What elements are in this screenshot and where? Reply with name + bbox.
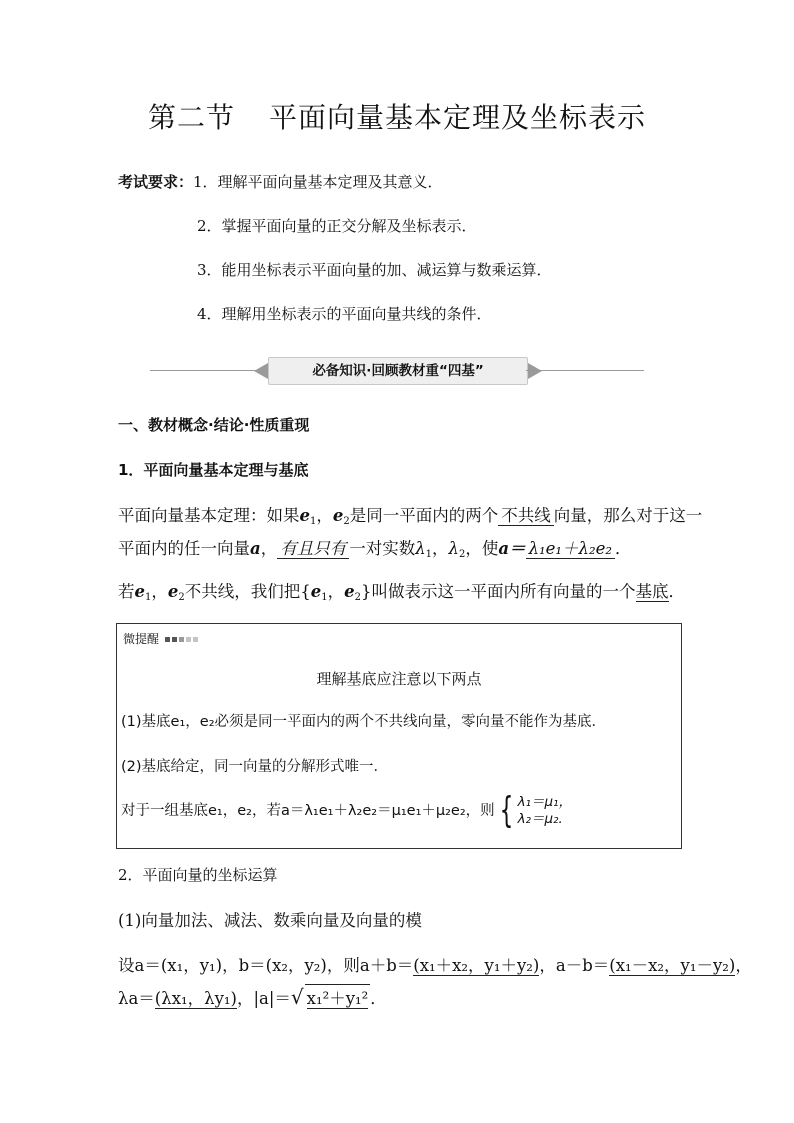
tip-caption: 理解基底应注意以下两点: [316, 670, 482, 688]
requirement-item: 2．掌握平面向量的正交分解及坐标表示．: [197, 217, 477, 235]
tip-point-3: 对于一组基底e₁，e₂，若a＝λ₁e₁＋λ₂e₂＝μ₁e₁＋μ₂e₂，则 { λ₁＝μ₁， λ₂＝μ₂.: [121, 790, 572, 831]
requirement-item: 1．理解平面向量基本定理及其意义．: [193, 173, 443, 191]
blank-difference: (x₁－x₂，y₁－y₂): [609, 956, 736, 975]
tip-point-2: (2)基底给定，同一向量的分解形式唯一．: [121, 759, 389, 775]
heading-basic-theorem: 1．平面向量基本定理与基底: [118, 461, 309, 479]
heading-operations: (1)向量加法、减法、数乘向量及向量的模: [118, 911, 422, 930]
banner-text: 必备知识·回顾教材重“四基”: [268, 357, 528, 385]
left-brace: {: [499, 790, 513, 831]
section-banner: [150, 357, 644, 385]
blank-sum: (x₁＋x₂，y₁＋y₂): [413, 956, 540, 975]
blank-scalar: (λx₁，λy₁): [154, 989, 237, 1008]
page-title: 第二节 平面向量基本定理及坐标表示: [147, 101, 647, 134]
blank-basis: 基底: [635, 582, 669, 601]
tip-box: [116, 623, 682, 849]
requirements-label: 考试要求：1．理解平面向量基本定理及其意义．: [118, 173, 443, 191]
coordinate-formula-line-2: λa＝(λx₁，λy₁)，|a|＝√ x₁²＋y₁² ．: [118, 985, 387, 1009]
theorem-line-1: 平面向量基本定理：如果$e_1$，$e_2$是同一平面内的两个 不共线 向量，那么对于这一: [118, 506, 703, 527]
basis-definition: 若$e_1$，$e_2$不共线，我们把{$e_1$，$e_2$}叫做表示这一平面内所有向量的一个基底．: [118, 582, 685, 603]
blank-modulus: x₁²＋y₁²: [306, 989, 369, 1008]
requirement-item: 4．理解用坐标表示的平面向量共线的条件．: [197, 305, 492, 323]
coordinate-formula-line-1: 设a＝(x₁，y₁)，b＝(x₂，y₂)，则a＋b＝(x₁＋x₂，y₁＋y₂)，a－b＝(x₁－x₂，y₁－y₂)，: [118, 956, 752, 975]
tip-label: 微提醒: [123, 630, 198, 647]
blank-unique: 有且只有: [277, 539, 349, 559]
equation-system: λ₁＝μ₁， λ₂＝μ₂.: [517, 794, 572, 827]
tip-point-1: (1)基底e₁，e₂必须是同一平面内的两个不共线向量，零向量不能作为基底．: [121, 714, 607, 730]
heading-coordinate-ops: 2．平面向量的坐标运算: [118, 866, 278, 884]
blank-decomposition: λ₁e₁＋λ₂e₂: [526, 539, 615, 559]
blank-non-collinear: 不共线: [498, 506, 554, 526]
heading-concepts: 一、教材概念·结论·性质重现: [118, 416, 310, 434]
theorem-line-2: 平面内的任一向量a， 有且只有 一对实数$\lambda_1$，$\lambda_2$，使a＝ λ₁e₁＋λ₂e₂ ．: [118, 539, 632, 560]
requirement-item: 3．能用坐标表示平面向量的加、减运算与数乘运算．: [197, 261, 552, 279]
